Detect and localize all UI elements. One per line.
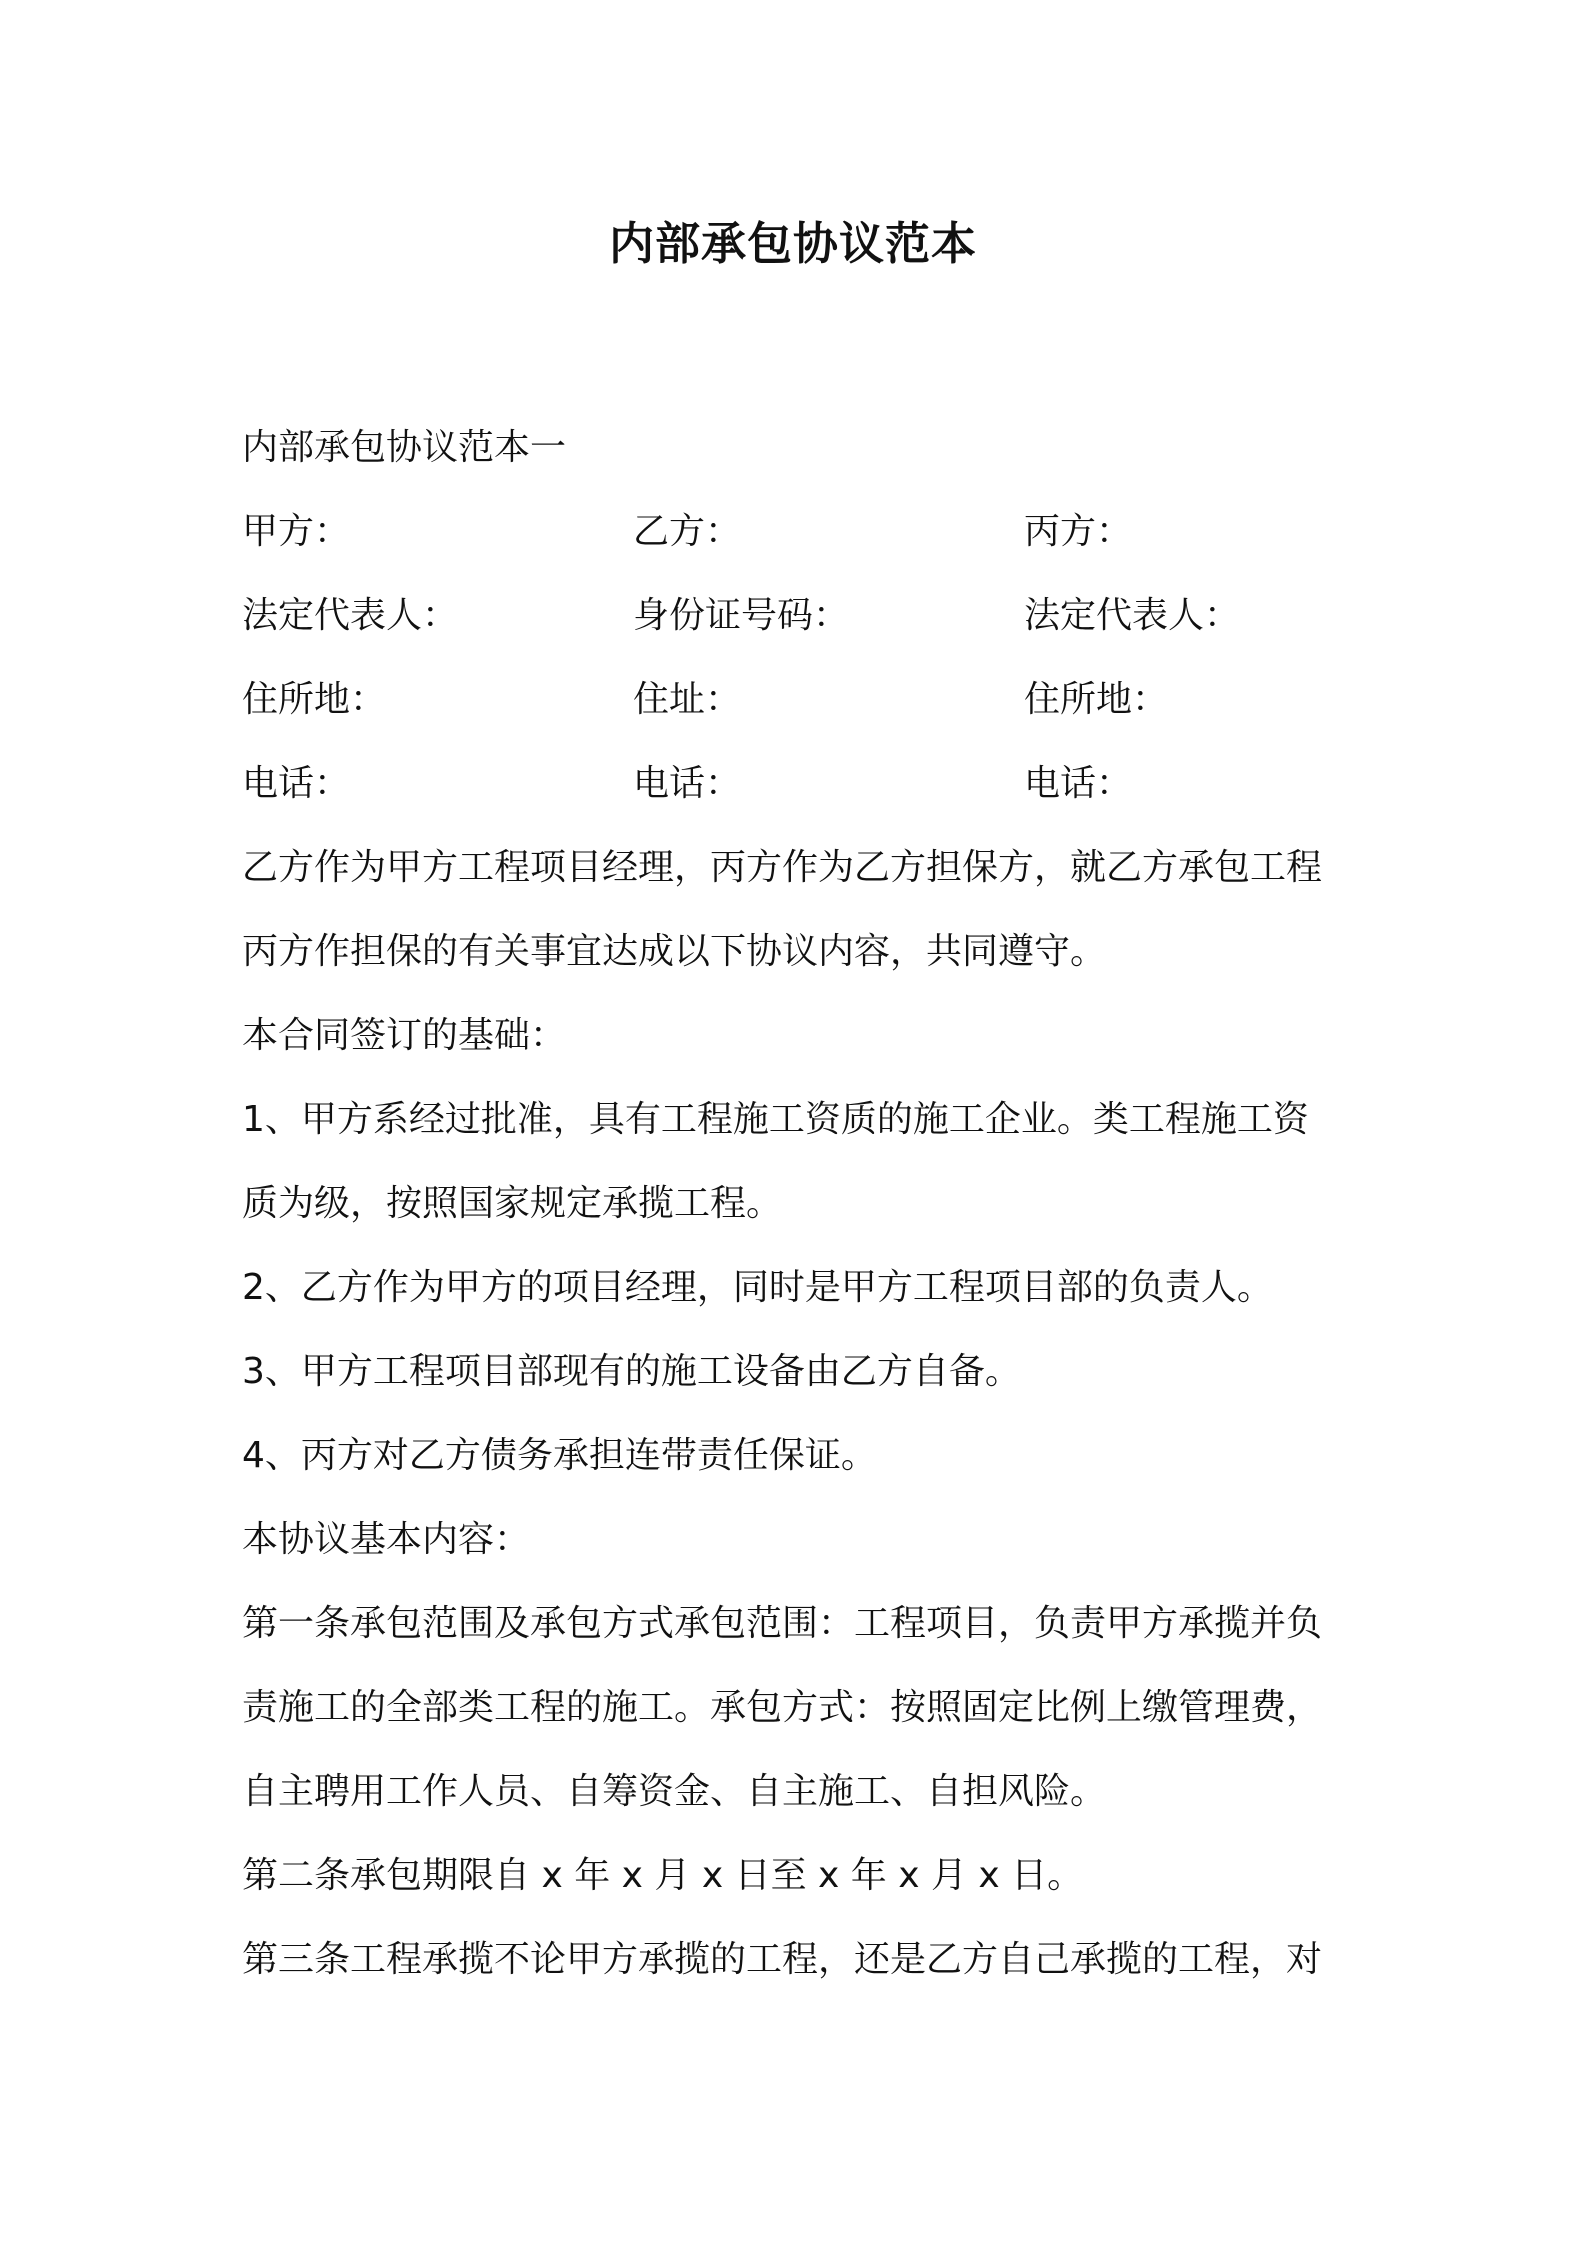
document-title: 内部承包协议范本	[608, 217, 977, 270]
section-heading: 本合同签订的基础：	[242, 1015, 567, 1056]
section-subtitle: 内部承包协议范本一	[242, 427, 567, 468]
party-b-phone: 电话：	[633, 763, 742, 804]
party-a-address: 住所地：	[242, 679, 387, 720]
party-a-label: 甲方：	[242, 511, 351, 552]
text-line: 1、甲方系经过批准，具有工程施工资质的施工企业。类工程施工资	[242, 1099, 1309, 1140]
party-c-phone: 电话：	[1024, 763, 1133, 804]
text-line: 责施工的全部类工程的施工。承包方式：按照固定比例上缴管理费，	[242, 1687, 1323, 1728]
party-row-phones	[242, 742, 1362, 826]
document-body	[242, 406, 1362, 2002]
text-line: 第三条工程承揽不论甲方承揽的工程，还是乙方自己承揽的工程，对	[242, 1939, 1323, 1980]
party-row-names	[242, 490, 1362, 574]
text-line: 质为级，按照国家规定承揽工程。	[242, 1183, 783, 1224]
party-a-representative: 法定代表人：	[242, 595, 459, 636]
party-b-id-number: 身份证号码：	[633, 595, 850, 636]
party-c-address: 住所地：	[1024, 679, 1169, 720]
party-c-label: 丙方：	[1024, 511, 1133, 552]
text-line: 第一条承包范围及承包方式承包范围：工程项目，负责甲方承揽并负	[242, 1603, 1323, 1644]
text-line: 乙方作为甲方工程项目经理，丙方作为乙方担保方，就乙方承包工程	[242, 847, 1323, 888]
party-b-address: 住址：	[633, 679, 742, 720]
party-row-representatives	[242, 574, 1362, 658]
party-a-phone: 电话：	[242, 763, 351, 804]
section-heading: 本协议基本内容：	[242, 1519, 531, 1560]
text-line: 丙方作担保的有关事宜达成以下协议内容，共同遵守。	[242, 931, 1107, 972]
party-c-representative: 法定代表人：	[1024, 595, 1241, 636]
text-line: 4、丙方对乙方债务承担连带责任保证。	[242, 1435, 877, 1476]
text-line: 自主聘用工作人员、自筹资金、自主施工、自担风险。	[242, 1771, 1107, 1812]
text-line: 3、甲方工程项目部现有的施工设备由乙方自备。	[242, 1351, 1021, 1392]
party-row-addresses	[242, 658, 1362, 742]
text-line: 第二条承包期限自 x 年 x 月 x 日至 x 年 x 月 x 日。	[242, 1855, 1084, 1896]
party-b-label: 乙方：	[633, 511, 742, 552]
text-line: 2、乙方作为甲方的项目经理，同时是甲方工程项目部的负责人。	[242, 1267, 1273, 1308]
